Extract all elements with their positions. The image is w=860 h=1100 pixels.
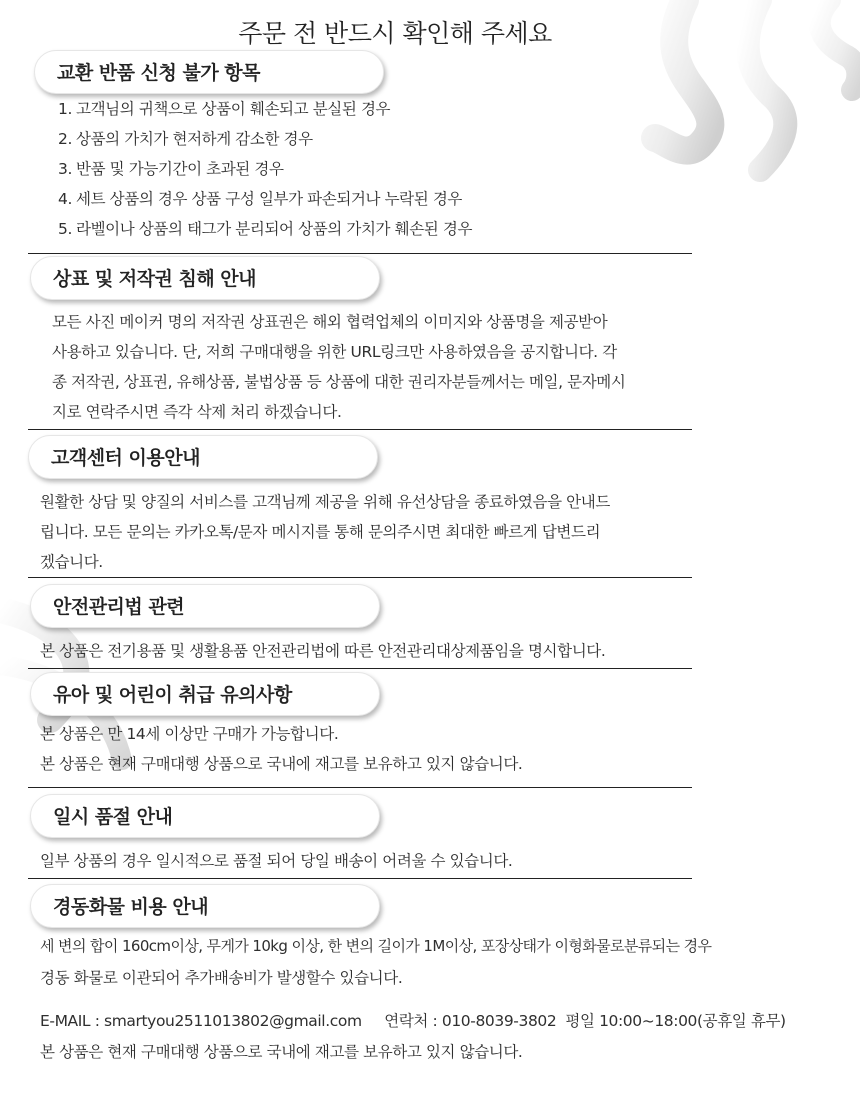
list-item: [58, 187, 462, 209]
section-heading-customer-center: 고객센터 이용안내: [28, 435, 378, 479]
paragraph-line: 모든 사진 메이커 명의 저작권 상표권은 해외 협력업체의 이미지와 상품명을 제공받아: [52, 313, 608, 331]
paragraph-line: 사용하고 있습니다. 단, 저희 구매대행을 위한 URL링크만 사용하였음을 공지합니다. 각: [52, 343, 617, 361]
paragraph-line: 립니다. 모든 문의는 카카오톡/문자 메시지를 통해 문의주시면 최대한 빠르게 답변드리: [40, 523, 601, 541]
list-item-text: 상품의 가치가 현저하게 감소한 경우: [76, 130, 313, 148]
section-divider: [28, 429, 692, 430]
section-heading-trademark-copyright: 상표 및 저작권 침해 안내: [30, 256, 380, 300]
contact-info: E-MAIL : smartyou2511013802@gmail.com 연락처 : 010-8039-3802 평일 10:00~18:00(공휴일 휴무): [40, 1012, 786, 1030]
section-heading-freight-cost: 경동화물 비용 안내: [30, 884, 380, 928]
section-heading-exchange-return: 교환 반품 신청 불가 항목: [34, 50, 384, 94]
paragraph-line: 일부 상품의 경우 일시적으로 품절 되어 당일 배송이 어려울 수 있습니다.: [40, 852, 513, 870]
paragraph-line: 본 상품은 만 14세 이상만 구매가 가능합니다.: [40, 725, 339, 743]
list-item: [58, 127, 313, 149]
list-item-text: 고객님의 귀책으로 상품이 훼손되고 분실된 경우: [76, 100, 391, 118]
paragraph-line: 경동 화물로 이관되어 추가배송비가 발생할수 있습니다.: [40, 969, 403, 987]
list-item-number: 1.: [58, 100, 72, 118]
list-item-text: 라벨이나 상품의 태그가 분리되어 상품의 가치가 훼손된 경우: [76, 220, 473, 238]
paragraph-line: 세 변의 합이 160cm이상, 무게가 10kg 이상, 한 변의 길이가 1M이상, 포장상태가 이형화물로분류되는 경우: [40, 937, 712, 955]
list-item: [58, 157, 284, 179]
stock-note: 본 상품은 현재 구매대행 상품으로 국내에 재고를 보유하고 있지 않습니다.: [40, 1043, 523, 1061]
list-item: [58, 217, 472, 239]
list-item-text: 반품 및 가능기간이 초과된 경우: [76, 160, 284, 178]
paragraph-line: 종 저작권, 상표권, 유해상품, 불법상품 등 상품에 대한 권리자분들께서는 메일, 문자메시: [52, 373, 626, 391]
paragraph-line: 원활한 상담 및 양질의 서비스를 고객님께 제공을 위해 유선상담을 종료하였음을 안내드: [40, 493, 610, 511]
section-divider: [28, 787, 692, 788]
list-item-number: 3.: [58, 160, 72, 178]
list-item-number: 5.: [58, 220, 72, 238]
section-divider: [28, 253, 692, 254]
section-heading-child-caution: 유아 및 어린이 취급 유의사항: [30, 672, 380, 716]
paragraph-line: 지로 연락주시면 즉각 삭제 처리 하겠습니다.: [52, 403, 342, 421]
section-divider: [28, 577, 692, 578]
section-heading-out-of-stock: 일시 품절 안내: [30, 794, 380, 838]
list-item-number: 2.: [58, 130, 72, 148]
list-item-number: 4.: [58, 190, 72, 208]
list-item-text: 세트 상품의 경우 상품 구성 일부가 파손되거나 누락된 경우: [76, 190, 462, 208]
list-item: [58, 97, 390, 119]
section-divider: [28, 878, 692, 879]
paragraph-line: 본 상품은 현재 구매대행 상품으로 국내에 재고를 보유하고 있지 않습니다.: [40, 755, 523, 773]
page-title: 주문 전 반드시 확인해 주세요: [238, 19, 552, 48]
paragraph-line: 본 상품은 전기용품 및 생활용품 안전관리법에 따른 안전관리대상제품임을 명시합니다.: [40, 642, 606, 660]
paragraph-line: 겠습니다.: [40, 553, 103, 571]
section-divider: [28, 668, 692, 669]
section-heading-safety-law: 안전관리법 관련: [30, 584, 380, 628]
